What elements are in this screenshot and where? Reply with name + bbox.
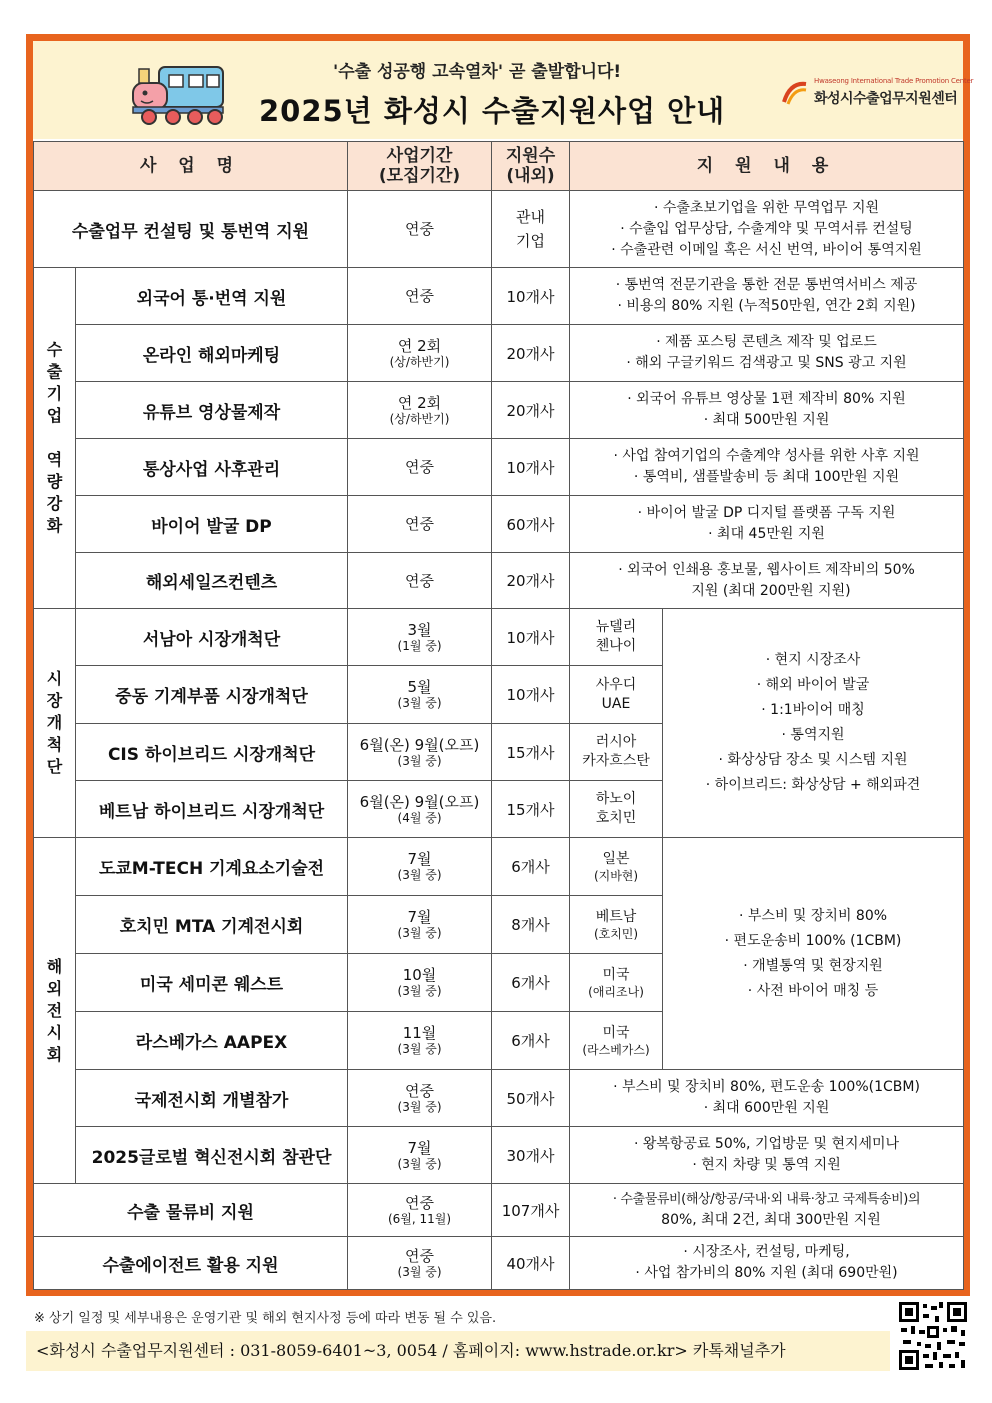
row-period-sub: (3월 중) bbox=[397, 1264, 442, 1279]
row-content bbox=[570, 553, 964, 609]
row-period-main: 11월 bbox=[402, 1024, 437, 1042]
row-period-sub: (4월 중) bbox=[397, 810, 442, 825]
table-row bbox=[34, 439, 964, 496]
row-name: 호치민 MTA 기계전시회 bbox=[76, 896, 348, 954]
row-count: 15개사 bbox=[492, 724, 570, 781]
row-period bbox=[348, 724, 492, 781]
market-content-line: · 1:1바이어 매칭 bbox=[761, 702, 865, 718]
row-count bbox=[492, 191, 570, 268]
qr-code-icon[interactable] bbox=[897, 1300, 969, 1372]
row-region-1: 사우디 bbox=[595, 676, 637, 693]
table-row bbox=[34, 609, 964, 666]
row-content bbox=[570, 382, 964, 439]
row-region bbox=[570, 781, 663, 838]
row-period bbox=[348, 553, 492, 609]
row-period bbox=[348, 1127, 492, 1184]
row-count: 6개사 bbox=[492, 838, 570, 896]
table-row bbox=[34, 1070, 964, 1127]
row-name: 수출에이전트 활용 지원 bbox=[34, 1237, 348, 1290]
page-title: 2025년 화성시 수출지원사업 안내 bbox=[259, 94, 726, 128]
row-region-2: 호치민 bbox=[595, 810, 637, 826]
row-period-main: 연중 bbox=[405, 515, 434, 533]
row-content-line: 80%, 최대 2건, 최대 300만원 지원 bbox=[652, 1212, 881, 1228]
market-content-line: · 해외 바이어 발굴 bbox=[756, 677, 870, 693]
row-period bbox=[348, 439, 492, 496]
row-period-sub: (1월 중) bbox=[397, 638, 442, 653]
row-content-line: · 외국어 유튜브 영상물 1편 제작비 80% 지원 bbox=[627, 391, 906, 407]
col-period bbox=[348, 142, 492, 191]
exhibition-content-line: · 사전 바이어 매칭 등 bbox=[747, 982, 879, 999]
row-count: 8개사 bbox=[492, 896, 570, 954]
row-count-line-2: 기업 bbox=[516, 232, 545, 250]
exhibition-content-line: · 개별통역 및 현장지원 bbox=[743, 957, 883, 974]
table-row bbox=[34, 553, 964, 609]
row-region bbox=[570, 838, 663, 896]
row-period bbox=[348, 838, 492, 896]
row-period bbox=[348, 496, 492, 553]
row-count: 10개사 bbox=[492, 609, 570, 666]
table-row bbox=[34, 1184, 964, 1237]
row-content-line: · 왕복항공료 50%, 기업방문 및 현지세미나 bbox=[633, 1136, 900, 1152]
row-count: 10개사 bbox=[492, 439, 570, 496]
row-region-2: UAE bbox=[601, 695, 631, 712]
row-period-sub: (6월, 11월) bbox=[387, 1211, 452, 1226]
row-count: 30개사 bbox=[492, 1127, 570, 1184]
col-count-1: 지원수 bbox=[505, 146, 556, 166]
row-period-main: 연중 bbox=[405, 1193, 434, 1212]
market-content bbox=[663, 609, 964, 838]
row-region bbox=[570, 609, 663, 666]
row-name: 온라인 해외마케팅 bbox=[76, 325, 348, 382]
row-count: 10개사 bbox=[492, 268, 570, 325]
table-row bbox=[34, 496, 964, 553]
row-name: 베트남 하이브리드 시장개척단 bbox=[76, 781, 348, 838]
row-region-1: 미국 bbox=[602, 966, 630, 983]
row-period-main: 연중 bbox=[405, 1246, 434, 1265]
market-content-line: · 통역지원 bbox=[781, 727, 845, 743]
row-period bbox=[348, 1237, 492, 1290]
row-content-line: · 수출초보기업을 위한 무역업무 지원 bbox=[653, 199, 880, 216]
program-table bbox=[33, 141, 964, 1290]
category-capacity-label: 수 출 기 업 역 량 강 화 bbox=[46, 340, 63, 535]
row-period-main: 10월 bbox=[402, 966, 437, 984]
row-period-main: 6월(온) 9월(오프) bbox=[359, 735, 480, 754]
row-name: 통상사업 사후관리 bbox=[76, 439, 348, 496]
row-content-line: · 최대 600만원 지원 bbox=[703, 1100, 830, 1116]
row-period bbox=[348, 954, 492, 1012]
row-region bbox=[570, 1012, 663, 1070]
table-row bbox=[34, 1127, 964, 1184]
center-logo bbox=[780, 73, 974, 113]
row-count: 20개사 bbox=[492, 382, 570, 439]
row-period-main: 연중 bbox=[405, 1081, 434, 1100]
row-period-main: 7월 bbox=[407, 908, 432, 926]
col-count bbox=[492, 142, 570, 191]
col-content: 지 원 내 용 bbox=[570, 142, 964, 191]
category-exhibition-label: 해 외 전 시 회 bbox=[46, 956, 63, 1064]
row-name: 중동 기계부품 시장개척단 bbox=[76, 666, 348, 724]
row-region-sub: (애리조나) bbox=[588, 984, 644, 999]
row-content bbox=[570, 325, 964, 382]
footnote: ※ 상기 일정 및 세부내용은 운영기관 및 해외 현지사정 등에 따라 변동 될 수 있음. bbox=[34, 1311, 497, 1326]
category-market bbox=[34, 609, 76, 838]
row-content-line: · 바이어 발굴 DP 디지털 플랫폼 구독 지원 bbox=[637, 505, 896, 521]
row-count: 6개사 bbox=[492, 1012, 570, 1070]
row-name: 바이어 발굴 DP bbox=[76, 496, 348, 553]
row-period-main: 7월 bbox=[407, 1138, 432, 1157]
col-period-2: (모집기간) bbox=[378, 166, 461, 186]
row-period bbox=[348, 1184, 492, 1237]
row-name: 2025글로벌 혁신전시회 참관단 bbox=[76, 1127, 348, 1184]
row-count: 15개사 bbox=[492, 781, 570, 838]
row-period bbox=[348, 666, 492, 724]
row-period-main: 연중 bbox=[405, 287, 434, 305]
header-subtitle: '수출 성공행 고속열차' 곧 출발합니다! bbox=[333, 62, 622, 82]
row-period-main: 연중 bbox=[405, 571, 434, 590]
col-name: 사 업 명 bbox=[34, 142, 348, 191]
header-banner bbox=[33, 41, 974, 139]
table-row bbox=[34, 382, 964, 439]
row-name: 외국어 통·번역 지원 bbox=[76, 268, 348, 325]
category-exhibition bbox=[34, 838, 76, 1184]
row-content bbox=[570, 1127, 964, 1184]
table-row bbox=[34, 838, 964, 896]
row-content-line: · 해외 구글키워드 검색광고 및 SNS 광고 지원 bbox=[626, 355, 907, 371]
row-period-sub: (3월 중) bbox=[397, 868, 442, 882]
row-content-line: · 부스비 및 장치비 80%, 편도운송 100%(1CBM) bbox=[613, 1079, 920, 1095]
row-content-line: · 제품 포스팅 콘텐츠 제작 및 업로드 bbox=[656, 334, 877, 350]
row-name: 국제전시회 개별참가 bbox=[76, 1070, 348, 1127]
table-row-consult bbox=[34, 191, 964, 268]
row-content-line: 지원 (최대 200만원 지원) bbox=[682, 582, 851, 599]
row-period-main: 5월 bbox=[407, 678, 432, 696]
col-count-2: (내외) bbox=[506, 166, 555, 186]
row-count: 6개사 bbox=[492, 954, 570, 1012]
row-content-line: · 사업 참가비의 80% 지원 (최대 690만원) bbox=[635, 1265, 898, 1281]
row-content-line: · 통번역 전문기관을 통한 전문 통번역서비스 제공 bbox=[615, 277, 918, 293]
row-period: 연중 bbox=[348, 191, 492, 268]
row-content-line: · 수출물류비(해상/항공/국내·외 내륙·창고 국제특송비)의 bbox=[612, 1192, 921, 1207]
table-header-row bbox=[34, 142, 964, 191]
row-period bbox=[348, 609, 492, 666]
logo-korean-name: 화성시수출업무지원센터 bbox=[814, 91, 958, 107]
row-period-main: 연 2회 bbox=[397, 393, 442, 412]
table-row bbox=[34, 1237, 964, 1290]
table-row bbox=[34, 268, 964, 325]
row-content-line: · 비용의 80% 지원 (누적50만원, 연간 2회 지원) bbox=[617, 298, 916, 314]
row-period bbox=[348, 382, 492, 439]
exhibition-content bbox=[663, 838, 964, 1070]
row-content bbox=[570, 268, 964, 325]
row-period-sub: (3월 중) bbox=[397, 926, 442, 940]
train-icon bbox=[129, 61, 227, 127]
row-region-1: 뉴델리 bbox=[595, 619, 637, 635]
row-region bbox=[570, 896, 663, 954]
row-period-main: 6월(온) 9월(오프) bbox=[359, 792, 480, 811]
center-logo-icon bbox=[780, 78, 810, 108]
row-count: 50개사 bbox=[492, 1070, 570, 1127]
row-name: 서남아 시장개척단 bbox=[76, 609, 348, 666]
row-region-1: 베트남 bbox=[595, 908, 637, 925]
row-name: 도쿄M-TECH 기계요소기술전 bbox=[76, 838, 348, 896]
row-period-sub: (3월 중) bbox=[397, 753, 442, 768]
logo-english-name: Hwaseong International Trade Promotion Center bbox=[814, 77, 974, 85]
row-content bbox=[570, 1184, 964, 1237]
row-period-main: 7월 bbox=[407, 850, 432, 868]
row-name: 미국 세미콘 웨스트 bbox=[76, 954, 348, 1012]
row-name: 라스베가스 AAPEX bbox=[76, 1012, 348, 1070]
poster-frame bbox=[26, 34, 974, 1296]
category-market-label: 시 장 개 척 단 bbox=[46, 669, 63, 776]
row-period bbox=[348, 325, 492, 382]
row-period-main: 연 2회 bbox=[397, 336, 442, 355]
row-region-1: 러시아 bbox=[595, 734, 637, 750]
row-content-line: · 시장조사, 컨설팅, 마케팅, bbox=[683, 1244, 850, 1260]
row-count: 60개사 bbox=[492, 496, 570, 553]
row-region bbox=[570, 954, 663, 1012]
row-content-line: · 최대 45만원 지원 bbox=[708, 526, 825, 542]
row-region-2: 카자흐스탄 bbox=[582, 753, 650, 769]
row-content-line: · 통역비, 샘플발송비 등 최대 100만원 지원 bbox=[633, 469, 900, 485]
row-content-line: · 수출관련 이메일 혹은 서신 번역, 바이어 통역지원 bbox=[611, 241, 922, 258]
row-count-line-1: 관내 bbox=[516, 208, 545, 226]
market-content-line: · 화상상담 장소 및 시스템 지원 bbox=[718, 752, 908, 768]
row-region-sub: (지바현) bbox=[593, 868, 639, 883]
row-content bbox=[570, 1070, 964, 1127]
row-region-1: 미국 bbox=[602, 1024, 630, 1041]
row-period-main: 3월 bbox=[407, 620, 432, 639]
row-period-sub: (3월 중) bbox=[397, 984, 442, 998]
row-content-line: · 수출입 업무상담, 수출계약 및 무역서류 컨설팅 bbox=[620, 220, 913, 237]
row-period bbox=[348, 1012, 492, 1070]
row-period-sub: (3월 중) bbox=[397, 1042, 442, 1056]
col-period-1: 사업기간 bbox=[386, 146, 453, 166]
row-period bbox=[348, 781, 492, 838]
row-region-sub: (라스베가스) bbox=[582, 1042, 650, 1057]
row-period-sub: (3월 중) bbox=[397, 1156, 442, 1171]
row-period-sub: (상/하반기) bbox=[389, 354, 450, 369]
row-region-2: 첸나이 bbox=[595, 638, 637, 654]
row-content bbox=[570, 191, 964, 268]
row-period-sub: (3월 중) bbox=[397, 1099, 442, 1114]
row-content-line: · 현지 차량 및 통역 지원 bbox=[692, 1157, 841, 1173]
row-content-line: · 사업 참여기업의 수출계약 성사를 위한 사후 지원 bbox=[613, 448, 920, 464]
row-period bbox=[348, 896, 492, 954]
contact-bar: <화성시 수출업무지원센터 : 031-8059-6401~3, 0054 / 홈페이지: www.hstrade.or.kr> 카톡채널추가 bbox=[26, 1331, 890, 1371]
market-content-line: · 현지 시장조사 bbox=[765, 652, 861, 668]
row-period-sub: (3월 중) bbox=[397, 696, 442, 710]
row-region-sub: (호치민) bbox=[593, 926, 639, 941]
category-capacity bbox=[34, 268, 76, 609]
market-content-line: · 하이브리드: 화상상담 + 해외파견 bbox=[705, 777, 921, 793]
row-content-line: · 외국어 인쇄용 홍보물, 웹사이트 제작비의 50% bbox=[618, 561, 915, 578]
row-region bbox=[570, 724, 663, 781]
row-name: 수출 물류비 지원 bbox=[34, 1184, 348, 1237]
row-count: 20개사 bbox=[492, 325, 570, 382]
row-region-1: 하노이 bbox=[595, 791, 637, 807]
row-period bbox=[348, 268, 492, 325]
row-count: 20개사 bbox=[492, 553, 570, 609]
row-name: 수출업무 컨설팅 및 통번역 지원 bbox=[34, 191, 348, 268]
row-name: CIS 하이브리드 시장개척단 bbox=[76, 724, 348, 781]
row-region bbox=[570, 666, 663, 724]
row-region-1: 일본 bbox=[602, 850, 630, 867]
row-period-sub: (상/하반기) bbox=[389, 411, 450, 426]
row-content bbox=[570, 496, 964, 553]
row-content bbox=[570, 1237, 964, 1290]
row-period bbox=[348, 1070, 492, 1127]
table-row bbox=[34, 325, 964, 382]
row-name: 해외세일즈컨텐츠 bbox=[76, 553, 348, 609]
row-name: 유튜브 영상물제작 bbox=[76, 382, 348, 439]
row-count: 10개사 bbox=[492, 666, 570, 724]
row-count: 107개사 bbox=[492, 1184, 570, 1237]
row-content bbox=[570, 439, 964, 496]
row-content-line: · 최대 500만원 지원 bbox=[703, 412, 830, 428]
row-period-main: 연중 bbox=[405, 458, 434, 476]
exhibition-content-line: · 부스비 및 장치비 80% bbox=[739, 907, 888, 924]
exhibition-content-line: · 편도운송비 100% (1CBM) bbox=[724, 932, 902, 949]
row-count: 40개사 bbox=[492, 1237, 570, 1290]
